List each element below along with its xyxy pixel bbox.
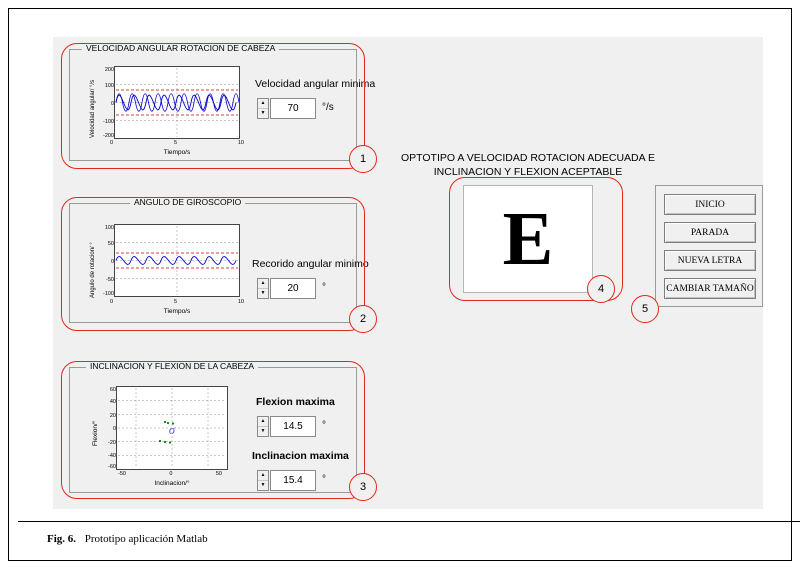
- inclinacion-maxima-input[interactable]: 15.4: [270, 470, 316, 491]
- inclinacion-maxima-unit: °: [322, 474, 326, 485]
- panel-giroscopio-title: ANGULO DE GIROSCOPIO: [130, 197, 245, 207]
- optotype-caption-line1: OPTOTIPO A VELOCIDAD ROTACION ADECUADA E: [400, 152, 655, 164]
- spinner-down-icon[interactable]: ▼: [260, 428, 266, 434]
- svg-text:20: 20: [109, 413, 116, 419]
- figure-label: Fig. 6.: [47, 533, 77, 545]
- chart-velocidad-xlabel: Tiempo/s: [163, 149, 191, 156]
- chart-giroscopio-xlabel: Tiempo/s: [163, 308, 191, 315]
- svg-text:-200: -200: [102, 133, 114, 139]
- spinner-up-icon[interactable]: ▲: [258, 417, 268, 427]
- svg-text:-40: -40: [108, 453, 116, 459]
- chart-inclinacion-flexion: [108, 386, 228, 470]
- chart-giroscopio-xticks: 0 5 10: [110, 299, 244, 305]
- svg-text:σ: σ: [168, 422, 176, 437]
- svg-text:-20: -20: [108, 440, 116, 446]
- annotation-marker-5: 5: [631, 295, 659, 323]
- optotype-caption-line2: INCLINACION Y FLEXION ACEPTABLE: [433, 166, 623, 178]
- svg-text:0: 0: [112, 426, 116, 432]
- svg-text:60: 60: [109, 387, 116, 393]
- chart-giroscopio-ylabel: Angulo de rotacion/ °: [90, 242, 96, 298]
- figure-frame: [8, 8, 792, 561]
- control-button-panel: [655, 185, 763, 307]
- spinner-up-icon[interactable]: ▲: [258, 99, 268, 109]
- inicio-button[interactable]: INICIO: [664, 194, 756, 215]
- optotype-display: [463, 185, 593, 293]
- chart-inclinacion-xlabel: Inclinacion/°: [154, 480, 190, 487]
- spinner-up-icon[interactable]: ▲: [258, 279, 268, 289]
- spinner-up-icon[interactable]: ▲: [258, 471, 268, 481]
- panel-velocidad-angular: [69, 43, 376, 161]
- svg-text:-60: -60: [108, 464, 116, 470]
- svg-text:-50: -50: [106, 277, 114, 283]
- chart-velocidad-ylabel: Velocidad angular/ °/s: [90, 79, 96, 138]
- optotype-letter: E: [502, 196, 554, 281]
- velocidad-minima-unit: °/s: [322, 102, 334, 113]
- svg-text:200: 200: [104, 67, 114, 73]
- spinner-down-icon[interactable]: ▼: [260, 482, 266, 488]
- chart-angulo-giroscopio: [102, 224, 240, 297]
- figure-caption-text: Prototipo aplicación Matlab: [84, 533, 208, 545]
- svg-text:100: 100: [104, 83, 114, 89]
- chart-inclinacion-xticks: -50 0 50: [118, 471, 222, 477]
- svg-text:100: 100: [104, 225, 114, 231]
- svg-text:-100: -100: [102, 119, 114, 125]
- svg-text:50: 50: [107, 241, 114, 247]
- flexion-maxima-label: Flexion maxima: [256, 396, 335, 408]
- velocidad-minima-spinner[interactable]: [257, 98, 269, 119]
- flexion-maxima-spinner[interactable]: [257, 416, 269, 437]
- flexion-maxima-unit: °: [322, 420, 326, 431]
- svg-text:0: 0: [110, 101, 114, 107]
- spinner-down-icon[interactable]: ▼: [260, 110, 266, 116]
- annotation-marker-4: 4: [587, 275, 615, 303]
- recorrido-angular-label: Recorido angular minimo: [252, 258, 369, 270]
- annotation-marker-3: 3: [349, 473, 377, 501]
- recorrido-angular-unit: °: [322, 282, 326, 293]
- panel-velocidad-title: VELOCIDAD ANGULAR ROTACION DE CABEZA: [82, 43, 279, 53]
- inclinacion-maxima-spinner[interactable]: [257, 470, 269, 491]
- panel-angulo-giroscopio: [69, 197, 369, 323]
- chart-inclinacion-ylabel: Flexion/°: [92, 420, 99, 446]
- matlab-app-window: [53, 37, 763, 509]
- velocidad-minima-input[interactable]: 70: [270, 98, 316, 119]
- annotation-marker-2: 2: [349, 305, 377, 333]
- inclinacion-maxima-label: Inclinacion maxima: [252, 450, 349, 462]
- figure-caption: [47, 533, 208, 545]
- spinner-down-icon[interactable]: ▼: [260, 290, 266, 296]
- flexion-maxima-input[interactable]: 14.5: [270, 416, 316, 437]
- svg-text:40: 40: [109, 399, 116, 405]
- nueva-letra-button[interactable]: NUEVA LETRA: [664, 250, 756, 271]
- cambiar-tamano-button[interactable]: CAMBIAR TAMAÑO: [664, 278, 756, 299]
- recorrido-angular-input[interactable]: 20: [270, 278, 316, 299]
- panel-inclinacion-title: INCLINACION Y FLEXION DE LA CABEZA: [86, 361, 258, 371]
- svg-text:0: 0: [110, 259, 114, 265]
- chart-velocidad-xticks: 0 5 10: [110, 140, 244, 146]
- annotation-marker-1: 1: [349, 145, 377, 173]
- svg-text:-100: -100: [102, 291, 114, 297]
- parada-button[interactable]: PARADA: [664, 222, 756, 243]
- caption-divider: [18, 521, 800, 522]
- chart-velocidad-angular: [102, 66, 240, 139]
- velocidad-minima-label: Velocidad angular minima: [255, 78, 376, 90]
- panel-inclinacion-flexion: [69, 361, 357, 493]
- recorrido-angular-spinner[interactable]: [257, 278, 269, 299]
